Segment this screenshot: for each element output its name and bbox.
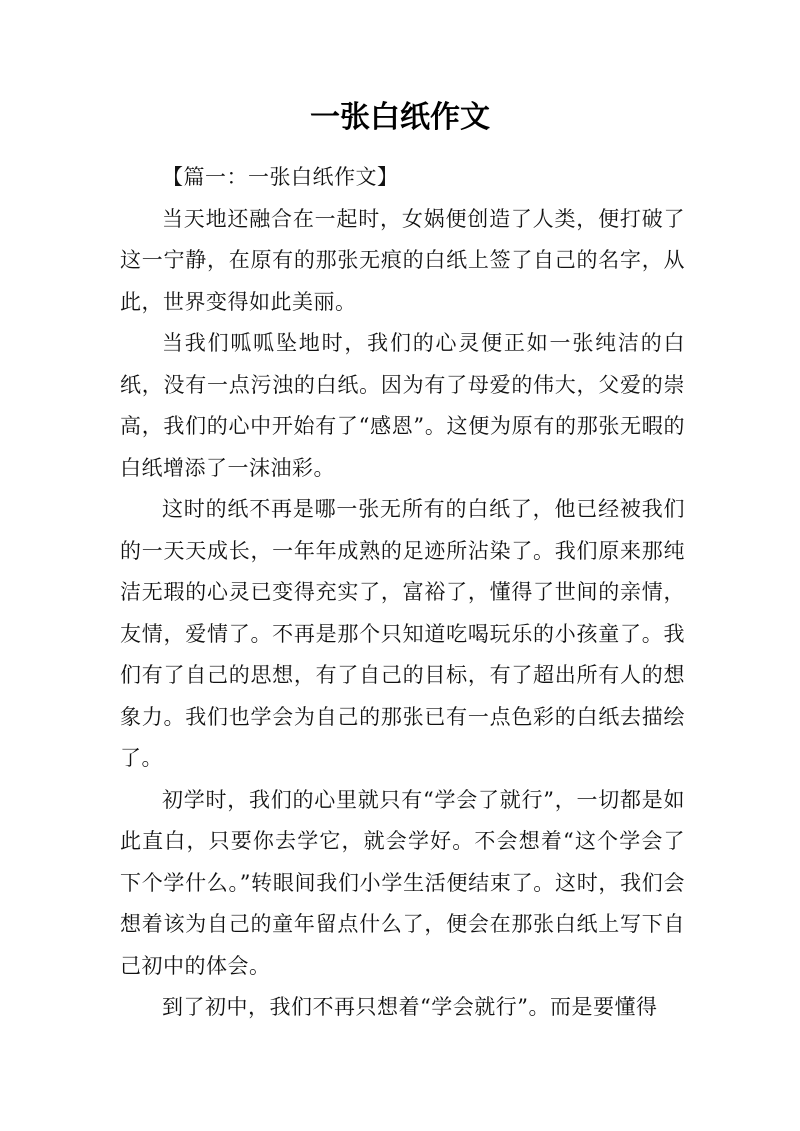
paragraph: 当我们呱呱坠地时，我们的心灵便正如一张纯洁的白纸，没有一点污浊的白纸。因为有了母爱的伟大，父爱的崇高，我们的心中开始有了“感恩”。这便为原有的那张无暇的白纸增添了一沫油彩。: [120, 331, 685, 480]
document-title: 一张白纸作文: [310, 100, 490, 135]
section-heading: 【篇一：一张白纸作文】: [162, 165, 399, 189]
paragraph: 这时的纸不再是哪一张无所有的白纸了，他已经被我们的一天天成长，一年年成熟的足迹所沾染了。我们原来那纯洁无瑕的心灵已变得充实了，富裕了，懂得了世间的亲情，友情，爱情了。不再是那个只知道吃喝玩乐的小孩童了。我们有了自己的思想，有了自己的目标，有了超出所有人的想象力。我们也学会为自己的那张已有一点色彩的白纸去描绘了。: [120, 497, 685, 770]
paragraph: 当天地还融合在一起时，女娲便创造了人类，便打破了这一宁静，在原有的那张无痕的白纸上签了自己的名字，从此，世界变得如此美丽。: [120, 206, 685, 314]
document-body: [120, 157, 685, 1029]
paragraph: 初学时，我们的心里就只有“学会了就行”，一切都是如此直白，只要你去学它，就会学好。不会想着“这个学会了下个学什么。”转眼间我们小学生活便结束了。这时，我们会想着该为自己的童年留点什么了，便会在那张白纸上写下自己初中的体会。: [120, 787, 685, 978]
paragraph: 到了初中，我们不再只想着“学会就行”。而是要懂得: [162, 995, 658, 1019]
